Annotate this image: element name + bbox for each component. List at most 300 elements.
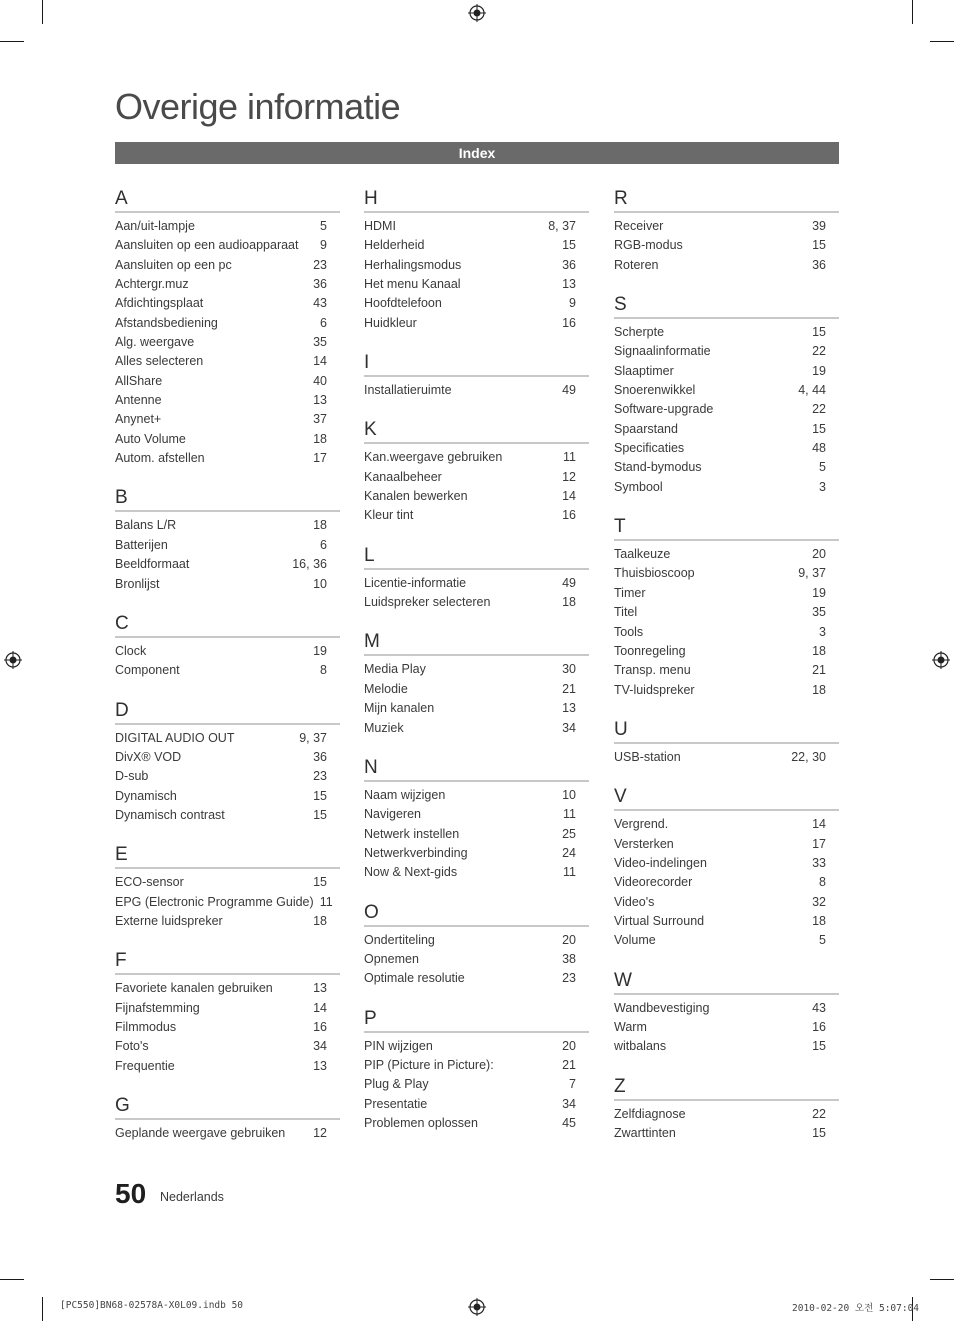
index-entry [614,748,839,767]
entry-term: PIN wijzigen [364,1038,433,1053]
entry-term: Licentie-informatie [364,575,467,590]
entry-page: 11 [563,807,576,822]
entry-term: Titel [614,605,638,620]
section-letter: A [115,188,340,213]
entry-page: 21 [562,1057,576,1072]
entry-page: 8 [819,875,826,890]
index-entry [614,999,839,1018]
index-entry [614,873,839,892]
crop-mark [42,0,43,24]
index-section [115,613,340,681]
entry-page: 30 [562,662,576,677]
index-entry [115,536,340,555]
entry-page: 12 [313,1126,327,1140]
entry-term: DivX® VOD [115,749,182,764]
section-letter: W [614,970,839,995]
index-entry [614,1105,839,1124]
entry-page: 32 [812,894,826,909]
entry-term: Ondertiteling [364,932,435,947]
entry-page: 22, 30 [791,749,826,764]
entry-term: Transp. menu [614,663,691,678]
index-entry [364,236,589,255]
index-entry [364,593,589,612]
index-entry [364,314,589,333]
index-entry [364,275,589,294]
entry-term: Zelfdiagnose [614,1106,686,1121]
index-entry [115,449,340,468]
crop-mark [42,1297,43,1321]
entry-term: Netwerkverbinding [364,845,468,860]
entry-page: 13 [313,1058,327,1073]
entry-page: 19 [812,585,826,600]
index-section [614,719,839,767]
entry-term: Zwarttinten [614,1126,676,1140]
section-letter: L [364,545,589,570]
entry-term: Roteren [614,257,659,272]
entry-term: Helderheid [364,238,425,253]
entry-page: 4, 44 [798,383,826,398]
entry-term: Installatieruimte [364,383,452,398]
entry-term: DIGITAL AUDIO OUT [115,730,235,745]
entry-term: D-sub [115,769,149,784]
index-entry [115,979,340,998]
index-entry [614,381,839,400]
entry-page: 5 [819,933,826,948]
index-entry [364,825,589,844]
index-entry [364,217,589,236]
entry-term: Favoriete kanalen gebruiken [115,981,273,996]
index-section [614,970,839,1057]
index-entry [115,1124,340,1143]
entry-term: Presentatie [364,1096,428,1111]
entry-page: 8, 37 [548,219,576,233]
entry-page: 23 [313,257,327,272]
entry-page: 15 [313,875,327,890]
crop-mark [0,1279,24,1280]
entry-page: 15 [812,325,826,340]
entry-term: Specificaties [614,441,685,456]
entry-term: Virtual Surround [614,913,705,928]
index-entry [614,1124,839,1143]
entry-page: 20 [562,1038,576,1053]
index-section [364,419,589,525]
section-letter: M [364,631,589,656]
section-letter: R [614,188,839,213]
entry-page: 48 [812,441,826,456]
entry-term: Component [115,663,180,678]
entry-page: 18 [812,913,826,928]
entry-page: 15 [812,421,826,436]
entry-page: 15 [812,1039,826,1054]
entry-term: Optimale resolutie [364,971,465,986]
entry-term: Vergrend. [614,817,669,832]
entry-term: RGB-modus [614,238,683,253]
entry-page: 6 [320,537,327,552]
entry-page: 16, 36 [292,557,327,572]
index-entry [115,999,340,1018]
print-slug-date: 2010-02-20 오전 5:07:04 [792,1303,920,1314]
index-entry [364,294,589,313]
entry-term: Geplande weergave gebruiken [115,1126,286,1140]
entry-term: Opnemen [364,951,419,966]
entry-term: Navigeren [364,807,421,822]
index-entry [614,1037,839,1056]
entry-page: 37 [313,412,327,427]
index-entry [614,584,839,603]
entry-term: Frequentie [115,1058,175,1073]
entry-term: Aansluiten op een pc [115,257,232,272]
entry-term: Toonregeling [614,643,686,658]
entry-page: 23 [313,769,327,784]
registration-mark-icon [932,651,950,669]
index-entry [614,603,839,622]
index-entry [115,873,340,892]
entry-term: Auto Volume [115,431,186,446]
index-entry [364,805,589,824]
section-letter: S [614,294,839,319]
entry-page: 49 [562,383,576,398]
index-entry [364,1095,589,1114]
index-entry [115,352,340,371]
section-letter: V [614,786,839,811]
index-entry [115,275,340,294]
registration-mark-icon [468,4,486,22]
entry-term: Signaalinformatie [614,344,711,359]
entry-page: 9, 37 [798,566,826,581]
index-entry [115,372,340,391]
index-entry [364,1114,589,1133]
index-section [364,902,589,989]
entry-term: Tools [614,624,644,639]
entry-page: 14 [562,489,576,504]
entry-term: Luidspreker selecteren [364,595,491,610]
entry-page: 18 [313,431,327,446]
entry-page: 25 [562,826,576,841]
index-section [115,950,340,1076]
entry-term: Video-indelingen [614,855,707,870]
entry-term: Naam wijzigen [364,787,446,802]
index-entry [614,545,839,564]
entry-page: 13 [562,701,576,716]
entry-page: 8 [320,663,327,678]
entry-term: Wandbevestiging [614,1000,710,1015]
index-entry [614,439,839,458]
entry-term: Antenne [115,393,162,408]
entry-term: Bronlijst [115,576,160,591]
entry-page: 16 [313,1019,327,1034]
index-entry [364,680,589,699]
entry-term: Software-upgrade [614,402,714,417]
index-entry [115,748,340,767]
entry-term: Alg. weergave [115,335,195,350]
index-section [364,1008,589,1134]
index-entry [115,893,340,912]
entry-page: 18 [562,595,576,610]
index-entry [364,931,589,950]
entry-page: 23 [562,971,576,986]
index-entry [364,863,589,882]
entry-page: 40 [313,373,327,388]
index-section [364,545,589,613]
entry-page: 18 [812,643,826,658]
entry-page: 13 [313,981,327,996]
index-entry [115,516,340,535]
index-entry [614,642,839,661]
entry-term: Problemen oplossen [364,1115,478,1130]
index-section [614,1076,839,1144]
entry-term: Muziek [364,720,404,735]
entry-page: 9 [569,296,576,311]
index-entry [364,448,589,467]
index-entry [614,815,839,834]
index-section [115,700,340,826]
entry-page: 43 [812,1000,826,1015]
entry-page: 16 [562,315,576,330]
entry-term: Anynet+ [115,412,162,427]
entry-term: Achtergr.muz [115,277,189,292]
entry-page: 33 [812,855,826,870]
index-entry [115,1018,340,1037]
index-entry [614,362,839,381]
entry-term: Snoerenwikkel [614,383,696,398]
entry-term: Huidkleur [364,315,417,330]
index-entry [115,575,340,594]
entry-term: Externe luidspreker [115,913,223,928]
index-entry [364,719,589,738]
entry-page: 16 [562,508,576,523]
entry-page: 22 [812,344,826,359]
entry-term: Thuisbioscoop [614,566,695,581]
entry-page: 15 [812,238,826,253]
index-entry [614,912,839,931]
entry-page: 14 [313,354,327,369]
crop-mark [0,41,24,42]
entry-page: 18 [812,682,826,697]
index-entry [614,835,839,854]
entry-term: Now & Next-gids [364,865,458,880]
index-entry [614,400,839,419]
index-section [364,757,589,883]
entry-page: 12 [562,469,576,484]
entry-term: Kleur tint [364,508,414,523]
index-entry [115,256,340,275]
section-letter: K [364,419,589,444]
entry-term: Aan/uit-lampje [115,219,195,233]
entry-page: 14 [313,1000,327,1015]
entry-term: Videorecorder [614,875,693,890]
entry-page: 13 [313,393,327,408]
entry-term: Melodie [364,681,408,696]
index-entry [115,294,340,313]
section-letter: B [115,487,340,512]
index-section [614,188,839,275]
index-entry [115,1057,340,1076]
index-entry [614,420,839,439]
entry-page: 14 [812,817,826,832]
entry-term: witbalans [614,1039,667,1054]
entry-page: 5 [320,219,327,233]
section-letter: D [115,700,340,725]
entry-term: Het menu Kanaal [364,277,461,292]
index-entry [364,660,589,679]
entry-term: TV-luidspreker [614,682,695,697]
entry-term: HDMI [364,219,396,233]
index-entry [115,555,340,574]
entry-term: AllShare [115,373,163,388]
entry-term: Afdichtingsplaat [115,296,204,311]
index-entry [115,410,340,429]
entry-page: 49 [562,575,576,590]
entry-page: 24 [562,845,576,860]
section-letter: F [115,950,340,975]
entry-page: 9 [320,238,327,253]
index-entry [614,931,839,950]
index-entry [614,478,839,497]
index-entry [115,729,340,748]
index-entry [614,661,839,680]
entry-page: 17 [313,451,327,466]
entry-term: Aansluiten op een audioapparaat [115,238,299,253]
index-entry [364,381,589,400]
index-entry [115,314,340,333]
index-column-3 [614,188,839,1162]
index-column-2 [364,188,589,1152]
entry-page: 35 [812,605,826,620]
index-entry [364,950,589,969]
entry-page: 15 [313,788,327,803]
section-letter: U [614,719,839,744]
entry-term: Batterijen [115,537,168,552]
entry-term: Hoofdtelefoon [364,296,442,311]
section-letter: I [364,352,589,377]
index-section [364,631,589,737]
index-entry [115,217,340,236]
entry-page: 36 [313,277,327,292]
crop-mark [930,1279,954,1280]
page-number: 50 [115,1178,147,1209]
entry-term: Filmmodus [115,1019,177,1034]
index-entry [115,806,340,825]
entry-page: 16 [812,1019,826,1034]
index-entry [614,256,839,275]
index-entry [364,969,589,988]
entry-term: Kanalen bewerken [364,489,468,504]
entry-page: 36 [562,257,576,272]
language-label: Nederlands [160,1190,224,1204]
entry-page: 18 [313,913,327,928]
registration-mark-icon [4,651,22,669]
index-section [614,516,839,700]
index-entry [614,681,839,700]
entry-term: Kanaalbeheer [364,469,442,484]
entry-term: ECO-sensor [115,875,184,890]
entry-page: 34 [313,1039,327,1054]
index-entry [115,1037,340,1056]
entry-term: Versterken [614,836,674,851]
index-entry [115,787,340,806]
entry-page: 34 [562,1096,576,1111]
entry-term: Volume [614,933,656,948]
index-entry [364,844,589,863]
index-entry [115,236,340,255]
section-letter: H [364,188,589,213]
index-entry [364,468,589,487]
entry-term: Media Play [364,662,426,677]
entry-term: Video's [614,894,655,909]
index-entry [614,236,839,255]
section-letter: N [364,757,589,782]
index-section [614,294,839,497]
entry-page: 9, 37 [299,730,327,745]
entry-page: 11 [563,450,576,465]
entry-page: 20 [562,932,576,947]
entry-term: Clock [115,643,147,658]
index-section [115,1095,340,1143]
entry-page: 21 [812,663,826,678]
entry-page: 17 [812,836,826,851]
entry-page: 45 [562,1115,576,1130]
entry-page: 19 [313,643,327,658]
index-entry [115,661,340,680]
print-slug-file: [PC550]BN68-02578A-X0L09.indb 50 [60,1300,244,1311]
index-entry [614,893,839,912]
index-entry [364,506,589,525]
entry-term: Kan.weergave gebruiken [364,450,503,465]
entry-term: Netwerk instellen [364,826,460,841]
entry-page: 15 [313,807,327,822]
entry-page: 43 [313,296,327,311]
index-section [364,188,589,333]
index-entry [614,323,839,342]
index-entry [614,217,839,236]
index-section [115,188,340,468]
section-letter: G [115,1095,340,1120]
entry-term: Autom. afstellen [115,451,205,466]
entry-term: Alles selecteren [115,354,204,369]
section-letter: P [364,1008,589,1033]
entry-page: 3 [819,624,826,639]
index-entry [364,786,589,805]
entry-term: Dynamisch contrast [115,807,225,822]
crop-mark [930,41,954,42]
entry-page: 10 [562,787,576,802]
entry-page: 15 [812,1126,826,1140]
index-entry [115,767,340,786]
section-letter: T [614,516,839,541]
entry-term: Slaaptimer [614,363,674,378]
entry-term: Timer [614,585,646,600]
index-entry [115,430,340,449]
entry-page: 11 [319,894,333,909]
index-section [115,487,340,593]
section-letter: E [115,844,340,869]
entry-term: EPG (Electronic Programme Guide) [115,894,314,909]
entry-page: 36 [812,257,826,272]
entry-term: Foto's [115,1039,149,1054]
entry-page: 38 [562,951,576,966]
entry-page: 20 [812,547,826,562]
index-entry [614,854,839,873]
entry-page: 13 [562,277,576,292]
entry-page: 11 [563,865,576,880]
entry-term: PIP (Picture in Picture): [364,1057,494,1072]
index-entry [614,342,839,361]
entry-term: Mijn kanalen [364,701,435,716]
entry-term: Herhalingsmodus [364,257,462,272]
entry-page: 35 [313,335,327,350]
entry-page: 21 [562,681,576,696]
entry-page: 36 [313,749,327,764]
